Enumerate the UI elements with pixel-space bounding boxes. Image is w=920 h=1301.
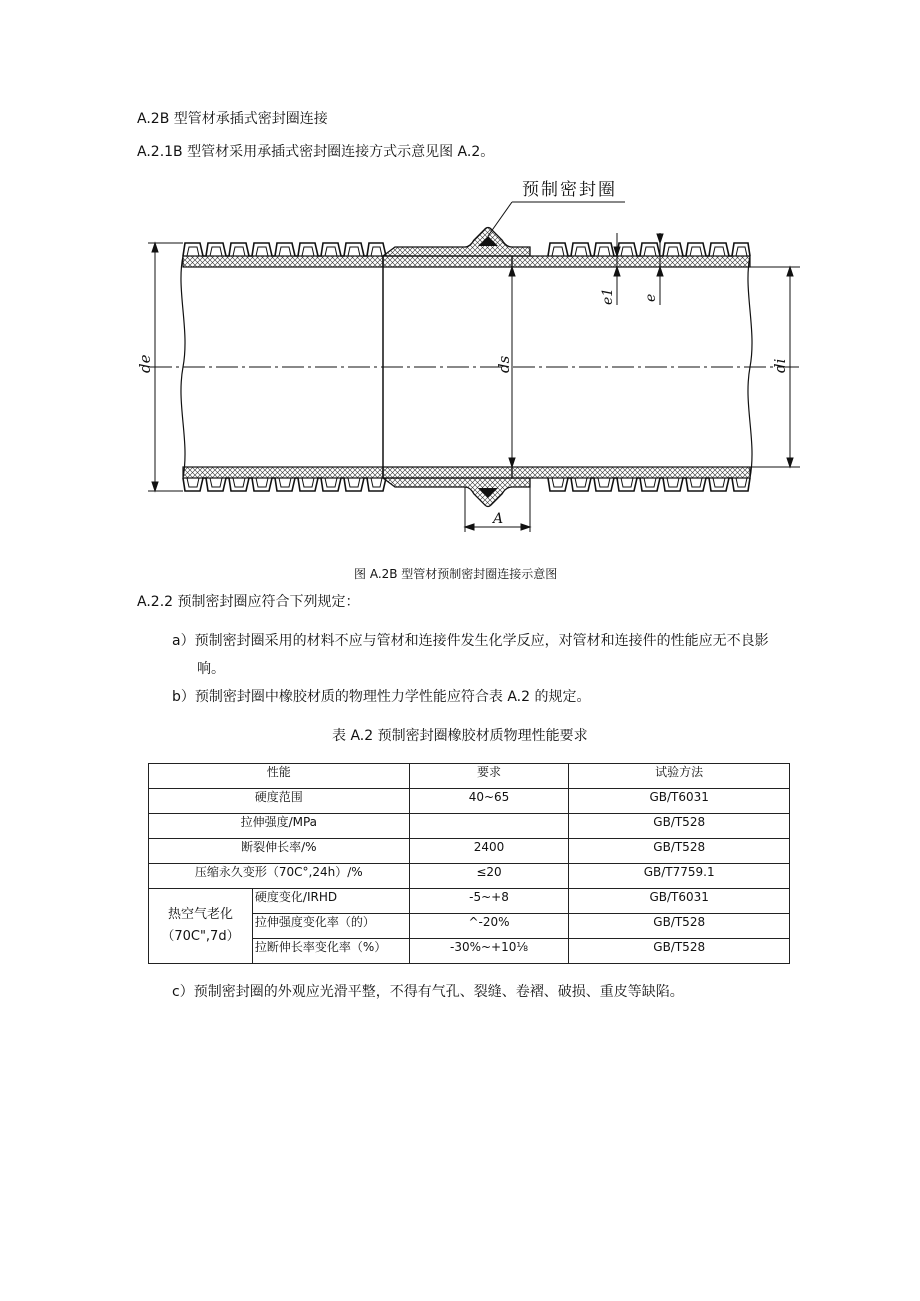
cell-requirement: 2400 — [409, 839, 569, 864]
cell-method: GB/T6031 — [569, 889, 790, 914]
A-label: A — [493, 511, 504, 527]
table-caption: 表 A.2 预制密封圈橡胶材质物理性能要求 — [332, 728, 588, 744]
left-pipe-top-corrugation — [183, 243, 386, 256]
socket-bottom — [383, 478, 530, 507]
group-label-line2: （70C",7d） — [161, 929, 240, 944]
figure-caption: 图 A.2B 型管材预制密封圈连接示意图 — [354, 567, 558, 581]
di-label: di — [771, 358, 789, 373]
cell-property: 压缩永久变形（70C°,24h）∕% — [149, 864, 410, 889]
spec-table — [148, 763, 790, 964]
cell-property: 拉断伸长率变化率（%） — [252, 939, 409, 964]
left-pipe-top-wall — [183, 256, 383, 267]
table-row — [149, 789, 790, 814]
cell-method: GB/T528 — [569, 914, 790, 939]
cell-property: 断裂伸长率∕% — [149, 839, 410, 864]
right-pipe-bottom-wall — [512, 467, 750, 478]
cell-requirement: 40~65 — [409, 789, 569, 814]
cell-requirement — [409, 814, 569, 839]
cell-property: 拉伸强度变化率（的） — [252, 914, 409, 939]
ds-label: ds — [495, 355, 513, 373]
rule-c: c）预制密封圈的外观应光滑平整，不得有气孔、裂缝、卷褶、破损、重皮等缺陷。 — [172, 984, 684, 1000]
right-pipe-top-wall — [512, 256, 750, 267]
table-row — [149, 889, 790, 914]
right-pipe-bottom-corrugation — [548, 478, 750, 491]
de-label: de — [136, 354, 154, 373]
cell-method: GB/T528 — [569, 814, 790, 839]
cell-method: GB/T6031 — [569, 789, 790, 814]
table-header-row — [149, 764, 790, 789]
group-label-cell — [149, 889, 253, 964]
table-row — [149, 814, 790, 839]
table-row — [149, 864, 790, 889]
cell-method: GB/T7759.1 — [569, 864, 790, 889]
left-pipe-bottom-corrugation — [183, 478, 386, 491]
pipe-connection-diagram — [0, 0, 920, 560]
right-pipe-top-corrugation — [548, 243, 750, 256]
header-requirement: 要求 — [409, 764, 569, 789]
rules-intro: A.2.2 预制密封圈应符合下列规定： — [137, 594, 360, 610]
cell-method: GB/T528 — [569, 939, 790, 964]
rule-a-line2: 响。 — [197, 661, 225, 677]
cell-method: GB/T528 — [569, 839, 790, 864]
cell-requirement: -30%~+10⅛ — [409, 939, 569, 964]
e-label: e — [643, 293, 659, 302]
rule-b: b）预制密封圈中橡胶材质的物理性力学性能应符合表 A.2 的规定。 — [172, 689, 591, 705]
header-method: 试验方法 — [569, 764, 790, 789]
rule-a-line1: a）预制密封圈采用的材料不应与管材和连接件发生化学反应，对管材和连接件的性能应无不良影 — [172, 633, 769, 649]
seal-leader-line — [488, 202, 512, 236]
header-property: 性能 — [149, 764, 410, 789]
cell-requirement: ≤20 — [409, 864, 569, 889]
left-pipe-bottom-wall — [183, 467, 383, 478]
socket-top — [383, 228, 530, 257]
table-row — [149, 839, 790, 864]
cell-requirement: ^-20% — [409, 914, 569, 939]
group-label-line1: 热空气老化 — [167, 907, 233, 922]
cell-property: 硬度范围 — [149, 789, 410, 814]
seal-label: 预制密封圈 — [522, 180, 617, 200]
cell-requirement: -5~+8 — [409, 889, 569, 914]
section-heading: A.2B 型管材承插式密封圈连接 — [137, 111, 328, 127]
cell-property: 拉伸强度/MPa — [149, 814, 410, 839]
e1-label: e1 — [600, 287, 616, 305]
cell-property: 硬度变化/IRHD — [252, 889, 409, 914]
section-paragraph: A.2.1B 型管材采用承插式密封圈连接方式示意见图 A.2。 — [137, 144, 495, 160]
